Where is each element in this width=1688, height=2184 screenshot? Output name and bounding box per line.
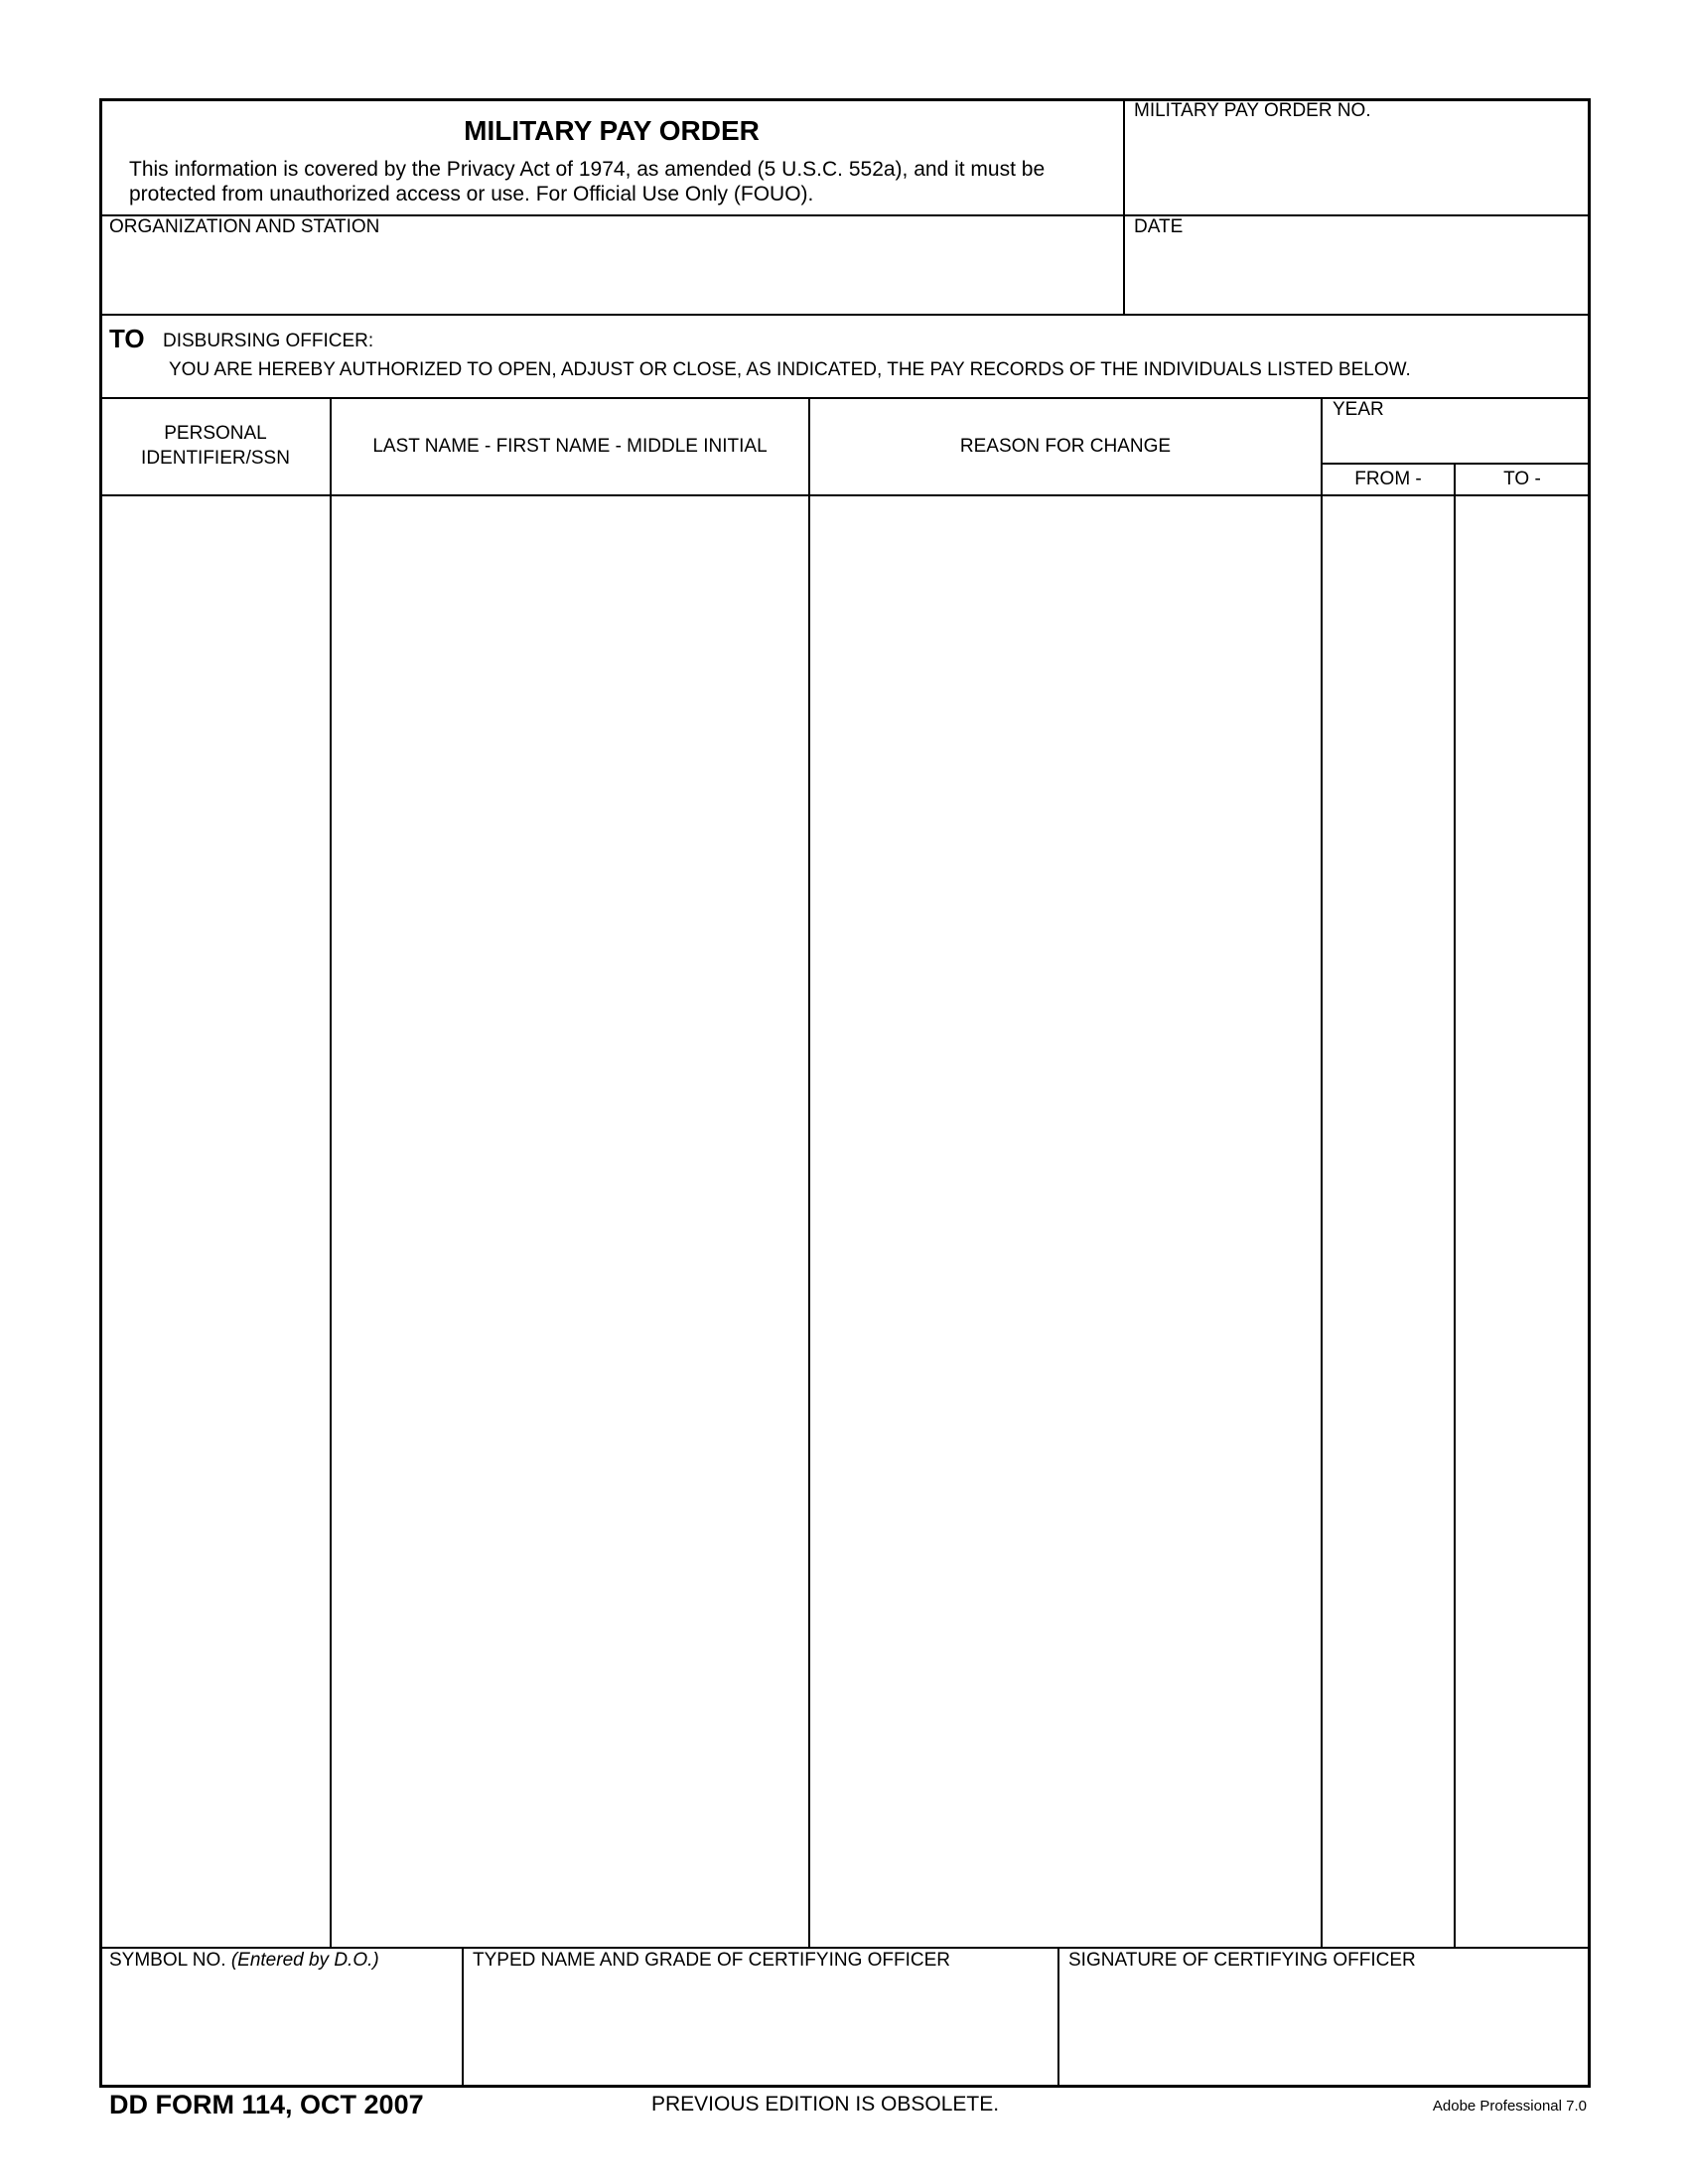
order-no-field[interactable] bbox=[1126, 123, 1587, 212]
symbol-no-text: SYMBOL NO. bbox=[109, 1950, 226, 1971]
col-header-reason: REASON FOR CHANGE bbox=[959, 436, 1172, 457]
symbol-no-note: (Entered by D.O.) bbox=[230, 1950, 379, 1971]
rule-sig-1 bbox=[462, 1947, 464, 2086]
personal-id-column-entry[interactable] bbox=[102, 496, 329, 1946]
signature-label: SIGNATURE OF CERTIFYING OFFICER bbox=[1068, 1950, 1416, 1971]
disbursing-officer-label: DISBURSING OFFICER: bbox=[163, 331, 374, 351]
reason-column-entry[interactable] bbox=[810, 496, 1320, 1946]
rule-header-divider bbox=[1123, 98, 1125, 315]
authorization-text: YOU ARE HEREBY AUTHORIZED TO OPEN, ADJUST OR CLOSE, AS INDICATED, THE PAY RECORDS OF THE INDIVIDUALS LISTED BELOW. bbox=[169, 359, 1411, 380]
symbol-no-field[interactable] bbox=[102, 1974, 460, 2083]
col-header-name: LAST NAME - FIRST NAME - MIDDLE INITIAL bbox=[372, 436, 768, 457]
year-from-column-entry[interactable] bbox=[1323, 496, 1453, 1946]
col-header-personal-id-line2: IDENTIFIER/SSN bbox=[141, 448, 290, 469]
col-header-to: TO - bbox=[1503, 469, 1541, 489]
organization-label: ORGANIZATION AND STATION bbox=[109, 216, 380, 237]
to-label: TO bbox=[109, 324, 145, 353]
date-label: DATE bbox=[1134, 216, 1184, 237]
col-header-personal-id bbox=[101, 423, 330, 470]
rule-org-bottom bbox=[100, 314, 1590, 316]
rule-sig-2 bbox=[1057, 1947, 1059, 2086]
symbol-no-label bbox=[109, 1950, 379, 1972]
col-header-year: YEAR bbox=[1333, 399, 1384, 420]
form-number: DD FORM 114, OCT 2007 bbox=[109, 2090, 424, 2119]
col-header-from: FROM - bbox=[1354, 469, 1422, 489]
form-title: MILITARY PAY ORDER bbox=[464, 115, 760, 146]
edition-note: PREVIOUS EDITION IS OBSOLETE. bbox=[651, 2093, 1000, 2116]
typed-name-field[interactable] bbox=[465, 1974, 1055, 2083]
software-note: Adobe Professional 7.0 bbox=[1432, 2098, 1587, 2115]
privacy-notice: This information is covered by the Privacy Act of 1974, as amended (5 U.S.C. 552a), and it must be protected from unauthorized access or use. For Official Use Only (FOUO). bbox=[129, 158, 1046, 205]
year-to-column-entry[interactable] bbox=[1456, 496, 1588, 1946]
rule-table-bottom bbox=[100, 1947, 1590, 1949]
signature-field[interactable] bbox=[1060, 1974, 1587, 2083]
name-column-entry[interactable] bbox=[332, 496, 807, 1946]
organization-field[interactable] bbox=[103, 240, 1121, 312]
date-field[interactable] bbox=[1126, 240, 1587, 312]
typed-name-label: TYPED NAME AND GRADE OF CERTIFYING OFFICER bbox=[473, 1950, 951, 1971]
col-header-personal-id-line1: PERSONAL bbox=[164, 423, 267, 444]
order-no-label: MILITARY PAY ORDER NO. bbox=[1134, 100, 1371, 121]
